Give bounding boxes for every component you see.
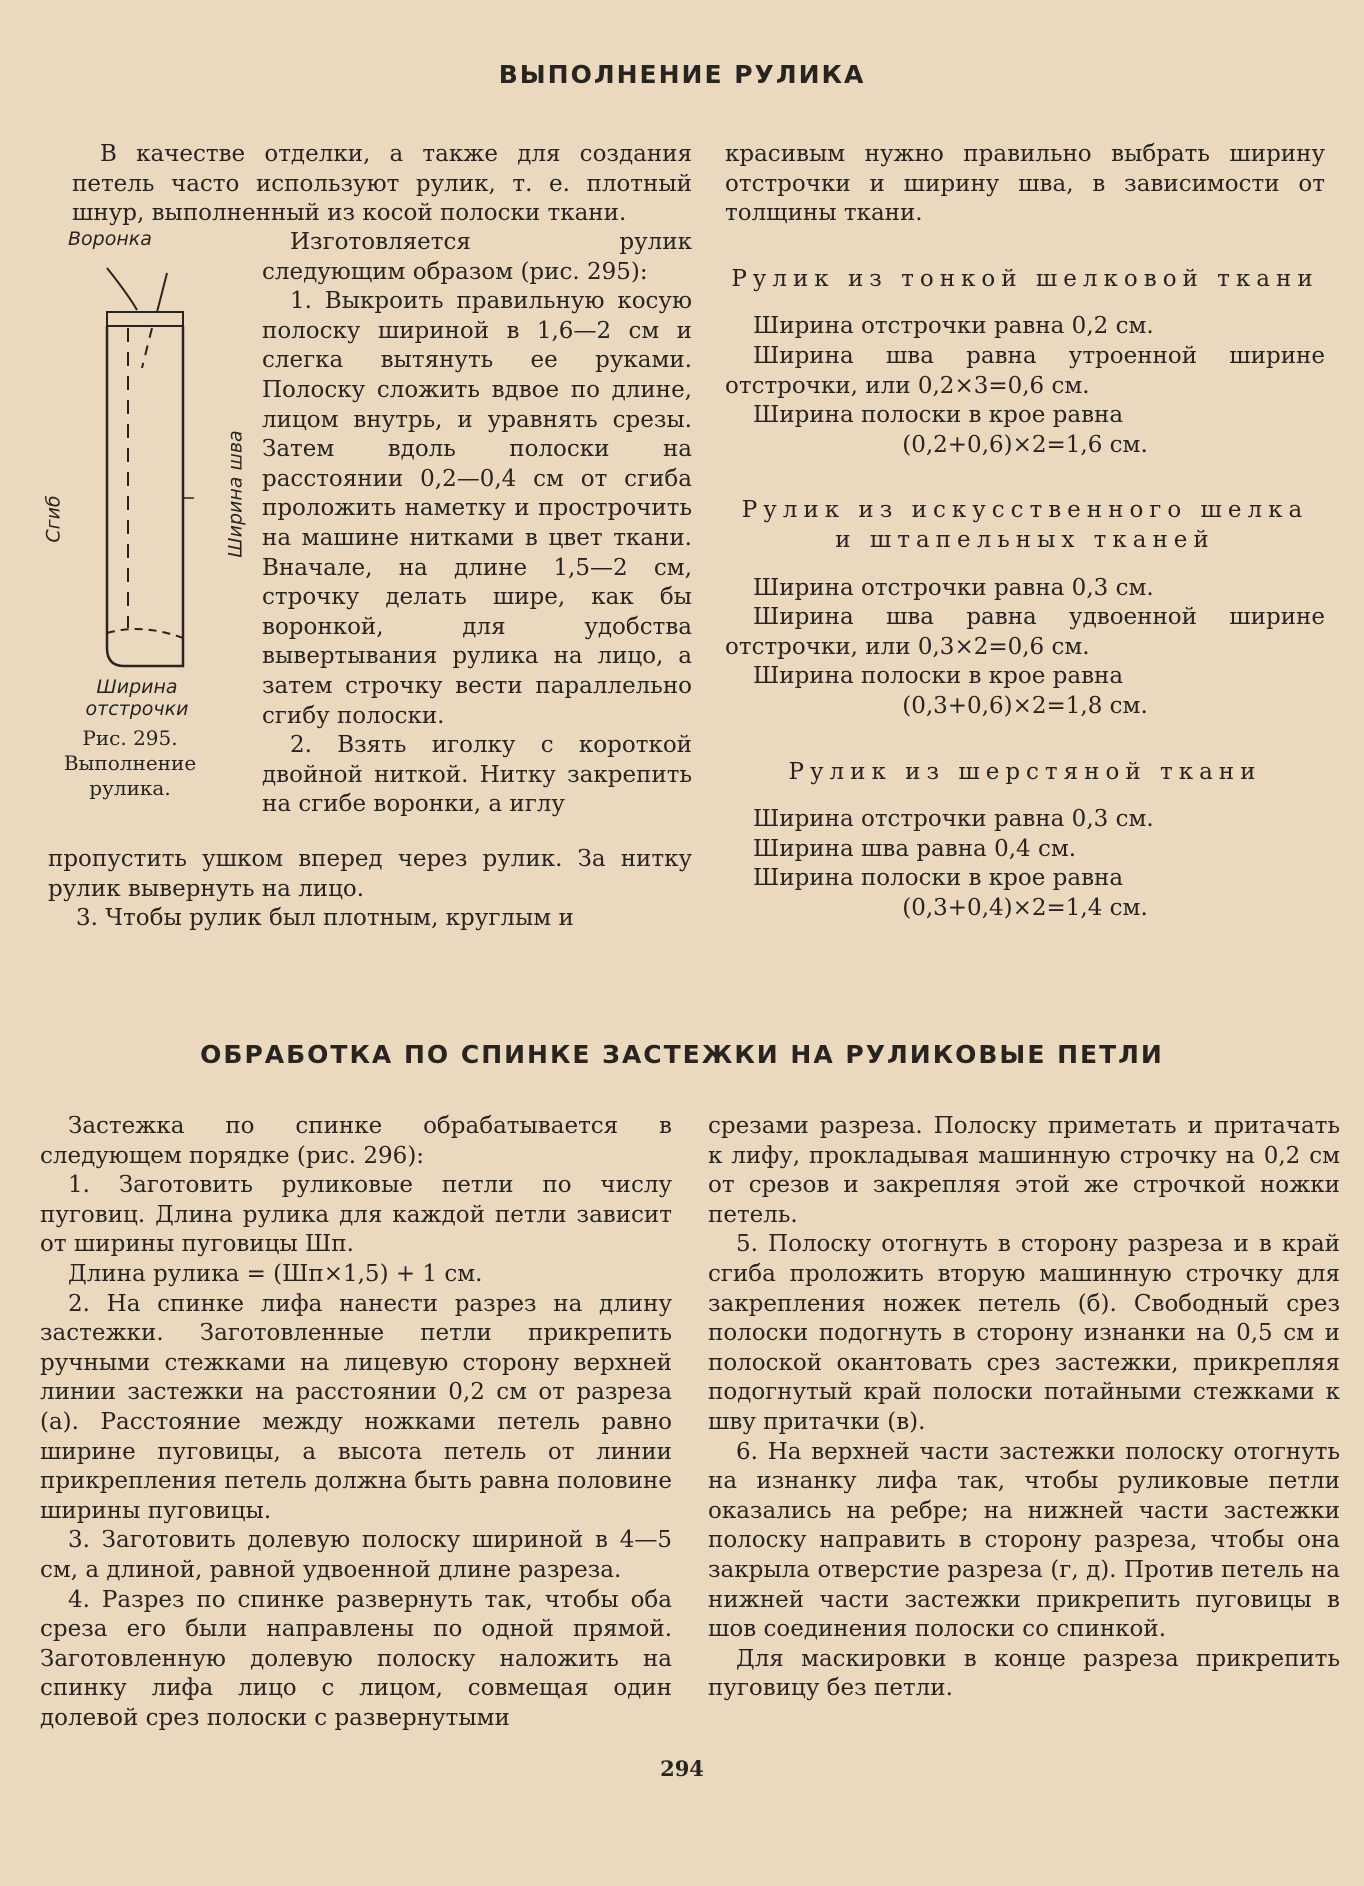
paragraph: срезами разреза. Полоску приметать и притачать к лифу, прокладывая машинную строчку на 0,2 см от срезов и закрепляя этой же строчкой ножки петель. — [708, 1113, 1340, 1228]
section1-right-column — [725, 140, 1325, 923]
section1-left-bottom — [48, 845, 692, 934]
paragraph: 2. Взять иголку с короткой двойной ниткой. Нитку закрепить на сгибе воронки, а иглу — [262, 732, 692, 818]
paragraph: 3. Чтобы рулик был плотным, круглым и — [76, 905, 574, 932]
label-shirina-shva: Ширина шва — [224, 430, 247, 558]
formula: Длина рулика = (Шп×1,5) + 1 см. — [68, 1260, 483, 1287]
label-voronka: Воронка — [68, 228, 152, 250]
subsection-title: Рулик из тонкой шелковой ткани — [731, 265, 1319, 292]
line: Ширина отстрочки равна 0,3 см. — [753, 574, 1154, 601]
line: Ширина полоски в крое равна — [753, 402, 1124, 429]
subsection-title: Рулик из искусственного шелка и штапельных тканей — [741, 497, 1309, 553]
paragraph: Застежка по спинке обрабатывается в следующем порядке (рис. 296): — [40, 1113, 672, 1169]
paragraph: 5. Полоску отогнуть в сторону разреза и в край сгиба проложить вторую машинную строчку для закрепления ножек петель (б). Свободный срез полоски подогнуть в сторону изнанки на 0,5 см и полоской окантовать срез застежки, прикрепляя подогнутый край полоски потайными стежками к шву притачки (в). — [708, 1231, 1340, 1435]
paragraph: 3. Заготовить долевую полоску шириной в 4—5 см, а длиной, равной удвоенной длине разреза. — [40, 1527, 672, 1583]
paragraph: 4. Разрез по спинке развернуть так, чтобы оба среза его были направлены по одной прямой. Заготовленную долевую полоску наложить на спинку лифа лицо с лицом, совмещая один долевой срез полоски с развернутыми — [40, 1586, 672, 1731]
line: Ширина отстрочки равна 0,2 см. — [753, 313, 1154, 340]
formula: (0,3+0,6)×2=1,8 см. — [902, 692, 1148, 719]
figure-295 — [42, 228, 247, 748]
paragraph: 2. На спинке лифа нанести разрез на длину застежки. Заготовленные петли прикрепить ручными стежками на лицевую сторону верхней линии застежки на расстоянии 0,2 см от разреза (а). Расстояние между ножками петель равно ширине пуговицы, а высота петель от линии прикрепления петель должна быть равна половине ширины пуговицы. — [40, 1290, 672, 1524]
paragraph: Изготовляется рулик следующим образом (рис. 295): — [262, 229, 692, 285]
label-sgib: Сгиб — [42, 495, 65, 543]
intro-paragraph: В качестве отделки, а также для создания петель часто используют рулик, т. е. плотный шнур, выполненный из косой полоски ткани. — [72, 141, 692, 227]
section2-left-column — [40, 1112, 672, 1733]
paragraph: 6. На верхней части застежки полоску отогнуть на изнанку лифа так, чтобы руликовые петли оказались на ребре; на нижней части застежки полоску направить в сторону разреза, чтобы она закрыла отверстие разреза (г, д). Против петель на нижней части застежки прикрепить пуговицы в шов соединения полоски со спинкой. — [708, 1438, 1340, 1643]
formula: (0,2+0,6)×2=1,6 см. — [902, 431, 1148, 458]
paragraph: 1. Выкроить правильную косую полоску шириной в 1,6—2 см и слегка вытянуть ее руками. Полоску сложить вдвое по длине, лицом внутрь, и уравнять срезы. Затем вдоль полоски на расстоянии 0,2—0,4 см от сгиба проложить наметку и прострочить на машине нитками в цвет ткани. Вначале, на длине 1,5—2 см, строчку делать шире, как бы воронкой, для удобства вывертывания рулика на лицо, а затем строчку вести параллельно сгибу полоски. — [262, 288, 692, 729]
line: Ширина шва равна удвоенной ширине отстрочки, или 0,3×2=0,6 см. — [725, 604, 1325, 660]
line: Ширина полоски в крое равна — [753, 663, 1124, 690]
section-title: ВЫПОЛНЕНИЕ РУЛИКА — [498, 60, 866, 89]
line: Ширина отстрочки равна 0,3 см. — [753, 806, 1154, 833]
figure-caption — [55, 726, 205, 801]
rulik-diagram — [62, 228, 242, 708]
paragraph: красивым нужно правильно выбрать ширину отстрочки и ширину шва, в зависимости от толщины ткани. — [725, 141, 1325, 227]
formula: (0,3+0,4)×2=1,4 см. — [902, 894, 1148, 921]
caption-number: Рис. 295. — [82, 726, 178, 750]
subsection-title: Рулик из шерстяной ткани — [788, 758, 1262, 785]
page-number: 294 — [660, 1756, 704, 1781]
section-title: ОБРАБОТКА ПО СПИНКЕ ЗАСТЕЖКИ НА РУЛИКОВЫЕ ПЕТЛИ — [200, 1040, 1164, 1069]
paragraph: Для маскировки в конце разреза прикрепить пуговицу без петли. — [708, 1645, 1340, 1702]
section2-right-column — [708, 1112, 1340, 1704]
line: Ширина шва равна 0,4 см. — [753, 835, 1077, 862]
line: Ширина полоски в крое равна — [753, 865, 1124, 892]
label-shirina-otstrochki: Ширина отстрочки — [85, 676, 189, 720]
section1-intro — [72, 140, 692, 229]
caption-text: Выполнение рулика. — [63, 751, 197, 800]
section1-left-text — [262, 228, 692, 820]
line: Ширина шва равна утроенной ширине отстрочки, или 0,2×3=0,6 см. — [725, 342, 1325, 399]
paragraph: 1. Заготовить руликовые петли по числу пуговиц. Длина рулика для каждой петли зависит от ширины пуговицы Шп. — [40, 1172, 672, 1258]
paragraph: пропустить ушком вперед через рулик. За нитку рулик вывернуть на лицо. — [48, 846, 692, 902]
